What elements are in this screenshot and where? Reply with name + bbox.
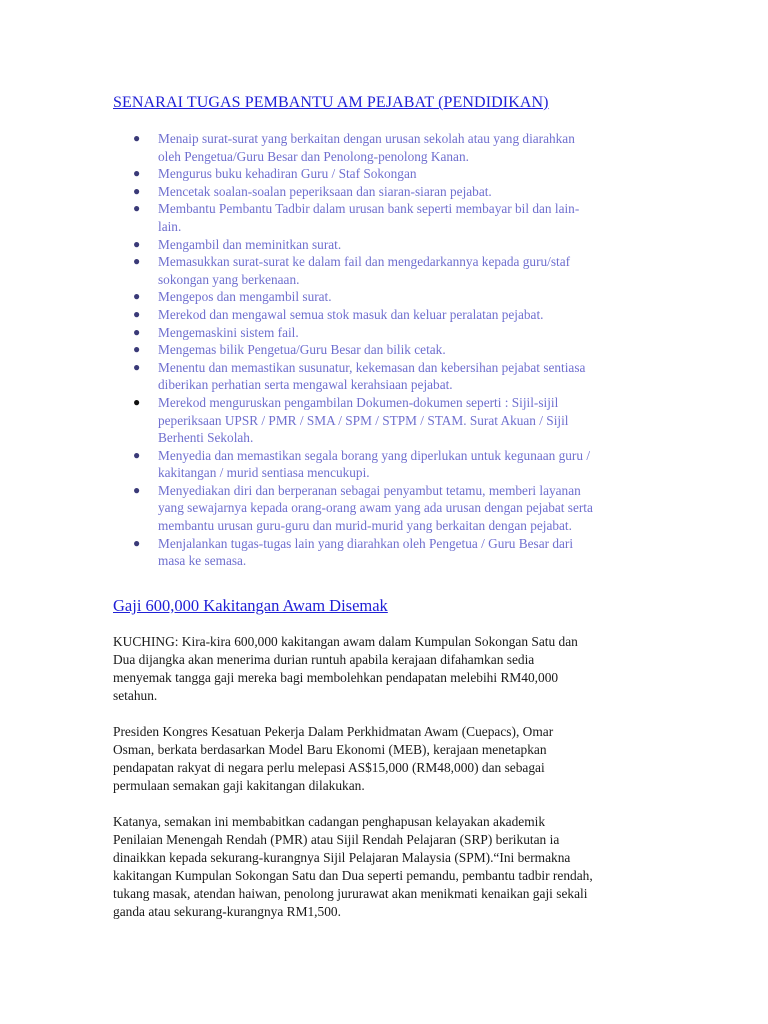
task-line: membantu urusan guru-guru dan murid-murid yang berkaitan dengan pejabat.: [158, 518, 572, 534]
list-item: [0, 324, 658, 342]
task-line: Merekod menguruskan pengambilan Dokumen-dokumen seperti : Sijil-sijil: [158, 394, 559, 410]
article-line: Presiden Kongres Kesatuan Pekerja Dalam Perkhidmatan Awam (Cuepacs), Omar: [113, 724, 554, 739]
task-line: Menentu dan memastikan susunatur, kekemasan dan kebersihan pejabat sentiasa: [158, 359, 586, 375]
list-item: [0, 165, 658, 183]
article-line: ganda atau sekurang-kurangnya RM1,500.: [113, 904, 341, 919]
list-item: [0, 341, 658, 359]
article-line: menyemak tangga gaji mereka bagi membolehkan pendapatan melebihi RM40,000: [113, 670, 559, 685]
task-line: Mengemas bilik Pengetua/Guru Besar dan bilik cetak.: [158, 342, 446, 358]
section-title-tugas[interactable]: SENARAI TUGAS PEMBANTU AM PEJABAT (PENDIDIKAN): [113, 94, 549, 111]
task-line: Menjalankan tugas-tugas lain yang diarahkan oleh Pengetua / Guru Besar dari: [158, 535, 574, 551]
list-item: [0, 535, 658, 570]
article-line: dinaikkan kepada sekurang-kurangnya Sijil Pelajaran Malaysia (SPM).“Ini bermakna: [113, 850, 571, 865]
bullet-icon: ●: [133, 342, 141, 357]
bullet-icon: ●: [133, 131, 141, 145]
bullet-icon: ●: [133, 535, 141, 550]
article-line: KUCHING: Kira-kira 600,000 kakitangan awam dalam Kumpulan Sokongan Satu dan: [113, 634, 578, 649]
task-line: Mengemaskini sistem fail.: [158, 324, 299, 340]
article-line: Osman, berkata berdasarkan Model Baru Ekonomi (MEB), kerajaan menetapkan: [113, 742, 547, 757]
list-item: [0, 394, 658, 447]
article-line: kakitangan Kumpulan Sokongan Satu dan Dua seperti pemandu, pembantu tadbir rendah,: [113, 868, 593, 883]
list-item: [0, 447, 658, 482]
task-line: Mencetak soalan-soalan peperiksaan dan siaran-siaran pejabat.: [158, 183, 492, 199]
article-paragraph: [113, 633, 658, 705]
task-line: Berhenti Sekolah.: [158, 430, 254, 446]
task-line: masa ke semasa.: [158, 553, 247, 569]
list-item: [0, 130, 658, 165]
task-line: Mengambil dan meminitkan surat.: [158, 236, 342, 252]
article-paragraph: [113, 813, 658, 921]
bullet-icon: ●: [133, 183, 141, 198]
bullet-icon: ●: [133, 201, 141, 216]
bullet-icon: ●: [133, 306, 141, 321]
list-item: [0, 236, 658, 254]
bullet-icon: ●: [133, 254, 141, 269]
bullet-icon: ●: [133, 447, 141, 462]
task-line: diberikan perhatian serta mengawal kerahsiaan pejabat.: [158, 377, 453, 393]
task-line: yang sewajarnya kepada orang-orang awam yang ada urusan dengan pejabat serta: [158, 500, 593, 516]
task-line: Menyediakan diri dan berperanan sebagai penyambut tetamu, memberi layanan: [158, 482, 581, 498]
bullet-icon: ●: [133, 394, 141, 409]
list-item: [0, 482, 658, 535]
article-line: Dua dijangka akan menerima durian runtuh apabila kerajaan difahamkan sedia: [113, 652, 535, 667]
task-line: lain.: [158, 218, 182, 234]
article-line: Katanya, semakan ini membabitkan cadangan penghapusan kelayakan akademik: [113, 814, 546, 829]
task-line: Mengepos dan mengambil surat.: [158, 289, 332, 305]
task-line: peperiksaan UPSR / PMR / SMA / SPM / STPM / STAM. Surat Akuan / Sijil: [158, 412, 569, 428]
bullet-icon: ●: [133, 359, 141, 374]
task-line: oleh Pengetua/Guru Besar dan Penolong-penolong Kanan.: [158, 148, 469, 164]
article-line: pendapatan rakyat di negara perlu melepasi AS$15,000 (RM48,000) dan sebagai: [113, 760, 545, 775]
task-list: [0, 130, 768, 570]
task-line: Memasukkan surat-surat ke dalam fail dan mengedarkannya kepada guru/staf: [158, 254, 571, 270]
article-line: tukang masak, atendan haiwan, penolong jururawat akan menikmati kenaikan gaji sekali: [113, 886, 588, 901]
task-line: Membantu Pembantu Tadbir dalam urusan bank seperti membayar bil dan lain-: [158, 201, 580, 217]
bullet-icon: ●: [133, 166, 141, 181]
bullet-icon: ●: [133, 482, 141, 497]
bullet-icon: ●: [133, 236, 141, 251]
list-item: [0, 359, 658, 394]
task-line: Menaip surat-surat yang berkaitan dengan urusan sekolah atau yang diarahkan: [158, 131, 575, 146]
task-line: Mengurus buku kehadiran Guru / Staf Sokongan: [158, 166, 417, 182]
list-item: [0, 253, 658, 288]
task-line: kakitangan / murid sentiasa mencukupi.: [158, 465, 370, 481]
list-item: [0, 183, 658, 201]
task-line: Menyedia dan memastikan segala borang yang diperlukan untuk kegunaan guru /: [158, 447, 591, 463]
list-item: [0, 306, 658, 324]
list-item: [0, 200, 658, 235]
article-title-gaji[interactable]: Gaji 600,000 Kakitangan Awam Disemak: [113, 596, 388, 615]
article-line: permulaan semakan gaji kakitangan dilakukan.: [113, 778, 365, 793]
article-paragraph: [113, 723, 658, 795]
article-body: [113, 633, 658, 939]
task-line: sokongan yang berkenaan.: [158, 271, 300, 287]
task-line: Merekod dan mengawal semua stok masuk dan keluar peralatan pejabat.: [158, 306, 544, 322]
article-line: setahun.: [113, 688, 158, 703]
bullet-icon: ●: [133, 324, 141, 339]
article-line: Penilaian Menengah Rendah (PMR) atau Sijil Rendah Pelajaran (SRP) berikutan ia: [113, 832, 560, 847]
list-item: [0, 288, 658, 306]
bullet-icon: ●: [133, 289, 141, 304]
